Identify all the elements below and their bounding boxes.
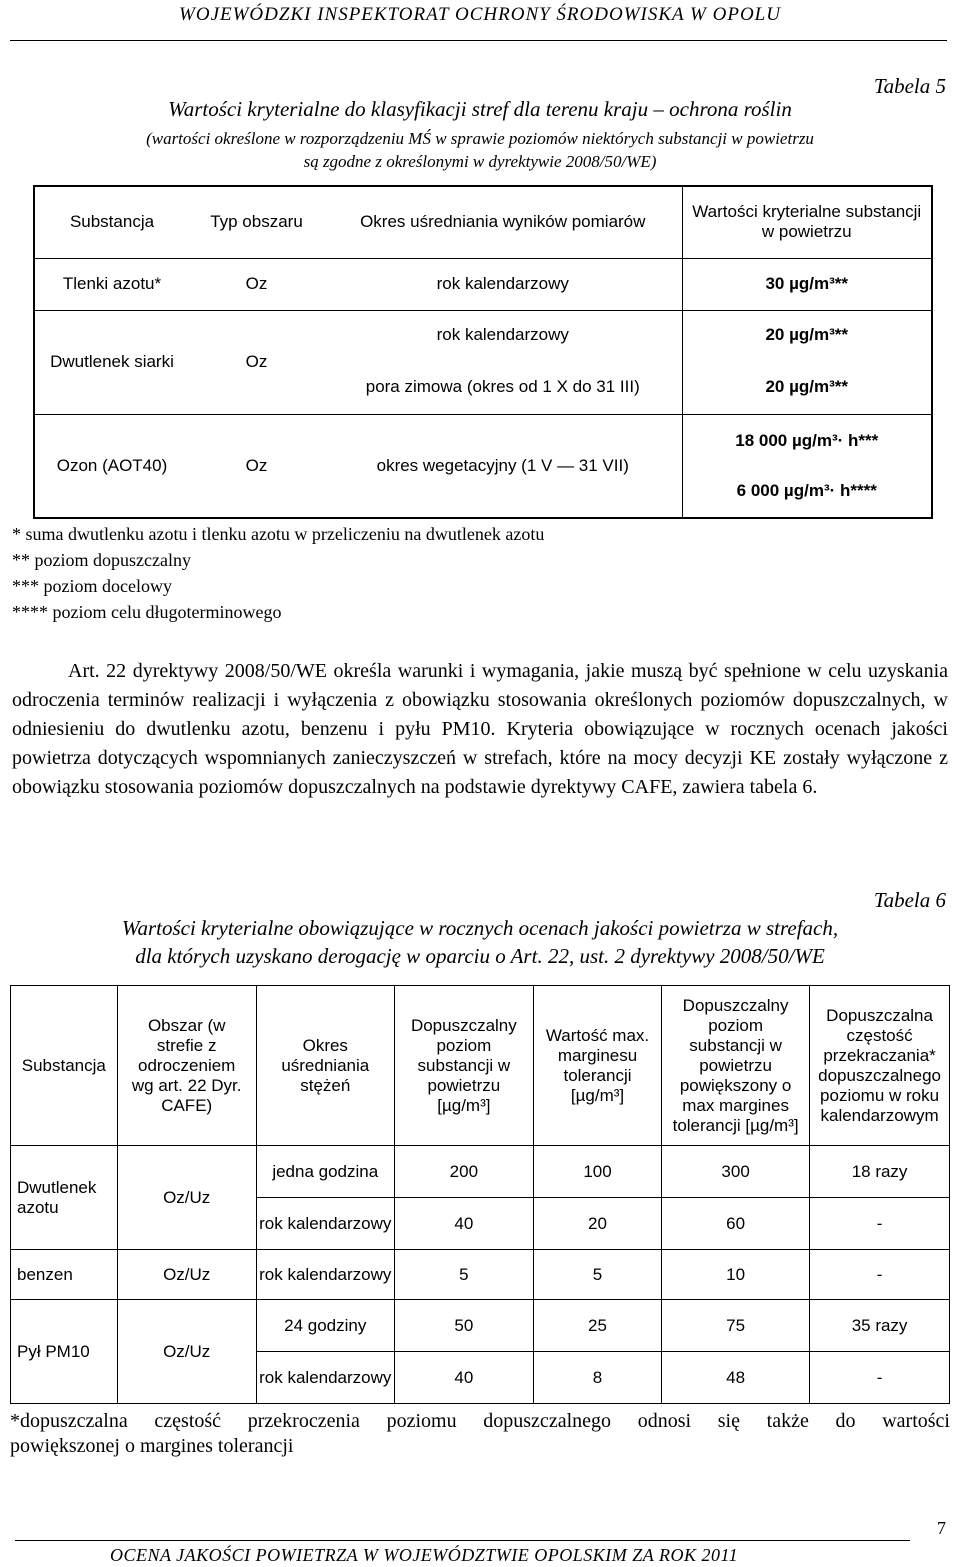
table6-title-2: dla których uzyskano derogację w oparciu o Art. 22, ust. 2 dyrektywy 2008/50/WE xyxy=(135,944,825,968)
table5-footnote-1: * suma dwutlenku azotu i tlenku azotu w przeliczeniu na dwutlenek azotu xyxy=(12,524,545,544)
table6-period: rok kalendarzowy xyxy=(256,1250,394,1300)
table5-row-ozone xyxy=(34,414,932,518)
table6-total: 60 xyxy=(662,1198,810,1250)
table5-header-values-l1: Wartości kryterialne substancji xyxy=(692,202,922,222)
table6-header-period: Okres uśredniania stężeń xyxy=(256,986,394,1146)
table5-footnote-2: ** poziom dopuszczalny xyxy=(12,550,191,570)
table5-row-nox xyxy=(34,258,932,310)
header-rule xyxy=(10,40,947,41)
table5-period: rok kalendarzowy xyxy=(324,310,682,360)
table6-margin: 5 xyxy=(533,1250,661,1300)
table5-subtitle-2: są zgodne z określonymi w dyrektywie 2008/50/WE) xyxy=(303,152,657,171)
table5-period: rok kalendarzowy xyxy=(324,258,682,310)
table6-limit: 40 xyxy=(394,1352,533,1404)
table6-total: 300 xyxy=(662,1146,810,1198)
table5-period: pora zimowa (okres od 1 X do 31 III) xyxy=(324,360,682,414)
table6-total: 48 xyxy=(662,1352,810,1404)
table6-margin: 20 xyxy=(533,1198,661,1250)
table6-margin: 8 xyxy=(533,1352,661,1404)
table5-title: Wartości kryterialne do klasyfikacji stref dla terenu kraju – ochrona roślin xyxy=(168,97,792,121)
table6-footnote-2: powiększonej o margines tolerancji xyxy=(10,1435,294,1457)
table6-area: Oz/Uz xyxy=(117,1300,256,1404)
table6-frequency: - xyxy=(810,1352,950,1404)
table6 xyxy=(10,985,950,1404)
table6-title-1: Wartości kryterialne obowiązujące w rocznych ocenach jakości powietrza w strefach, xyxy=(121,916,839,940)
table6-row xyxy=(11,1250,950,1300)
table6-header-limit: Dopuszczalny poziom substancji w powietrzu [µg/m³] xyxy=(394,986,533,1146)
table6-substance: Pył PM10 xyxy=(11,1300,118,1404)
table6-row xyxy=(11,1300,950,1352)
table6-footnote-1: *dopuszczalna częstość przekroczenia poziomu dopuszczalnego odnosi się także do wartości xyxy=(10,1410,950,1432)
table6-header-margin: Wartość max. marginesu tolerancji [µg/m³] xyxy=(533,986,661,1146)
table5-footnote-4: **** poziom celu długoterminowego xyxy=(12,602,282,622)
table6-substance: Dwutlenek azotu xyxy=(11,1146,118,1250)
table5-value xyxy=(682,414,932,518)
table5-value: 20 µg/m³** xyxy=(765,376,849,396)
table6-limit: 40 xyxy=(394,1198,533,1250)
table6-period: rok kalendarzowy xyxy=(256,1352,394,1404)
table6-header-frequency: Dopuszczalna częstość przekraczania* dopuszczalnego poziomu w roku kalendarzowym xyxy=(810,986,950,1146)
table6-total: 75 xyxy=(662,1300,810,1352)
table5-subtitle-1: (wartości określone w rozporządzeniu MŚ w sprawie poziomów niektórych substancji w powietrzu xyxy=(146,129,814,148)
table5-value-ozone-2: 6 000 µg/m³· h**** xyxy=(736,480,877,500)
table6-frequency: 35 razy xyxy=(810,1300,950,1352)
table6-header-row xyxy=(11,986,950,1146)
table5-substance: Tlenki azotu* xyxy=(34,258,189,310)
table6-substance: benzen xyxy=(11,1250,118,1300)
table5-value-ozone-1: 18 000 µg/m³· h*** xyxy=(735,430,879,450)
table6-area: Oz/Uz xyxy=(117,1146,256,1250)
table6-period: 24 godziny xyxy=(256,1300,394,1352)
table6-margin: 25 xyxy=(533,1300,661,1352)
table6-header-area: Obszar (w strefie z odroczeniem wg art. 22 Dyr. CAFE) xyxy=(117,986,256,1146)
running-footer: OCENA JAKOŚCI POWIETRZA W WOJEWÓDZTWIE OPOLSKIM ZA ROK 2011 xyxy=(110,1545,739,1565)
body-paragraph: Art. 22 dyrektywy 2008/50/WE określa warunki i wymagania, jakie muszą być spełnione w celu uzyskania odroczenia terminów realizacji i wyłączenia z obowiązku stosowania określonych poziomów dopuszczalnych, w odniesieniu do dwutlenku azotu, benzenu i pyłu PM10. Kryteria obowiązujące w rocznych ocenach jakości powietrza dotyczących wspomnianych zanieczyszczeń w strefach, które na mocy decyzji KE zostały wyłączone z obowiązku stosowania poziomów dopuszczalnych na podstawie dyrektywy CAFE, zawiera tabela 6. xyxy=(12,660,948,798)
table6-limit: 50 xyxy=(394,1300,533,1352)
table5 xyxy=(33,185,933,519)
table6-label: Tabela 6 xyxy=(873,888,946,912)
table5-substance: Ozon (AOT40) xyxy=(34,414,189,518)
table5-label: Tabela 5 xyxy=(873,74,946,98)
table6-area: Oz/Uz xyxy=(117,1250,256,1300)
table6-frequency: - xyxy=(810,1250,950,1300)
running-header: WOJEWÓDZKI INSPEKTORAT OCHRONY ŚRODOWISKA W OPOLU xyxy=(179,4,781,25)
table6-limit: 200 xyxy=(394,1146,533,1198)
table6-frequency: 18 razy xyxy=(810,1146,950,1198)
table5-period: okres wegetacyjny (1 V — 31 VII) xyxy=(324,414,682,518)
footer-rule xyxy=(15,1540,910,1541)
table6-limit: 5 xyxy=(394,1250,533,1300)
table5-substance: Dwutlenek siarki xyxy=(34,310,189,414)
table5-header-values-l2: w powietrzu xyxy=(761,222,852,242)
table6-period: jedna godzina xyxy=(256,1146,394,1198)
table5-header-row xyxy=(34,186,932,258)
page-number: 7 xyxy=(937,1518,946,1538)
table5-area: Oz xyxy=(189,310,324,414)
table6-header-substance: Substancja xyxy=(11,986,118,1146)
table5-header-values xyxy=(682,186,932,258)
table5-header-substance: Substancja xyxy=(69,212,155,232)
table5-header-area: Typ obszaru xyxy=(210,212,303,232)
table6-period: rok kalendarzowy xyxy=(256,1198,394,1250)
table5-row-so2 xyxy=(34,310,932,360)
table6-frequency: - xyxy=(810,1198,950,1250)
table5-area: Oz xyxy=(189,414,324,518)
table5-value: 20 µg/m³** xyxy=(682,310,932,360)
table6-total: 10 xyxy=(662,1250,810,1300)
table6-header-total: Dopuszczalny poziom substancji w powietrzu powiększony o max margines tolerancji [µg/m³] xyxy=(662,986,810,1146)
table5-header-period: Okres uśredniania wyników pomiarów xyxy=(324,186,682,258)
table6-row xyxy=(11,1146,950,1198)
table5-area: Oz xyxy=(189,258,324,310)
table5-value: 30 µg/m³** xyxy=(682,258,932,310)
table6-margin: 100 xyxy=(533,1146,661,1198)
table5-footnote-3: *** poziom docelowy xyxy=(12,576,172,596)
